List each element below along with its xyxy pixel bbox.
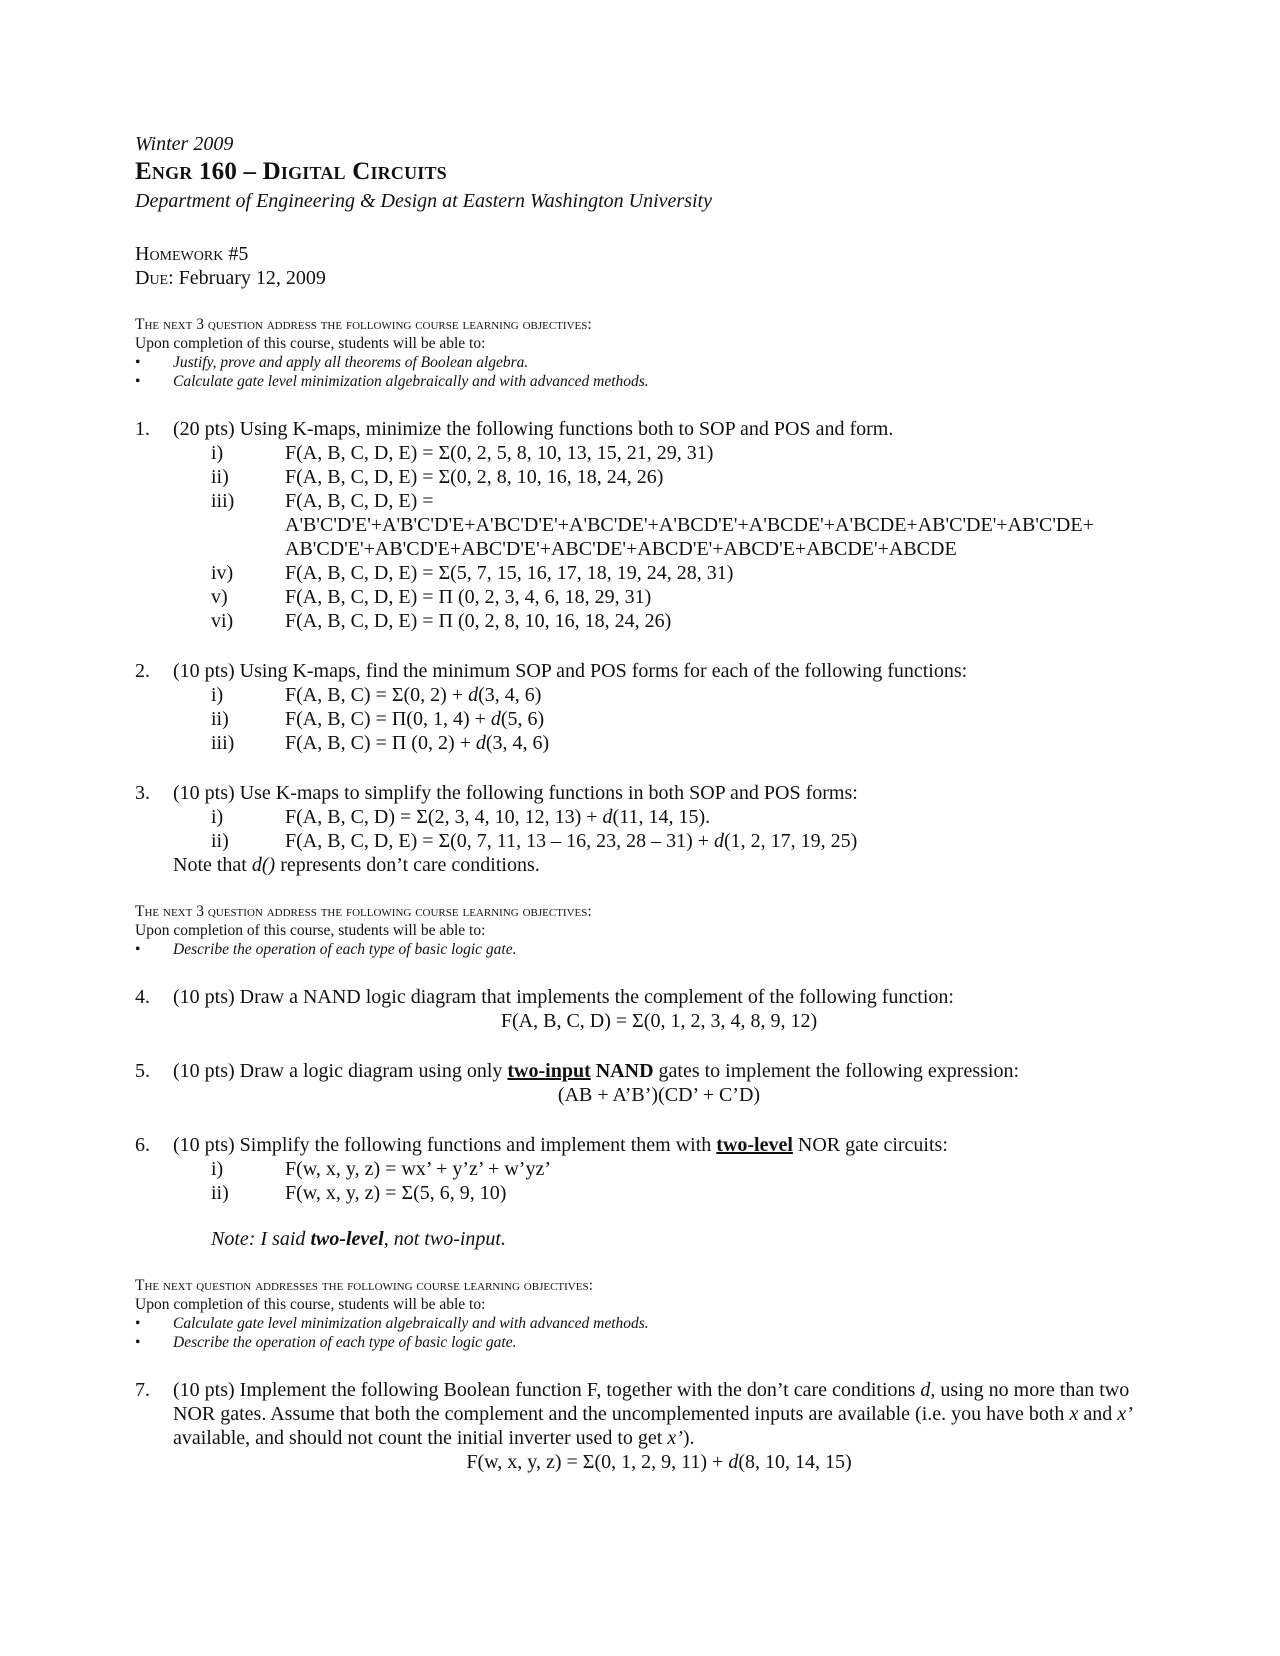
objective-item: • Calculate gate level minimization algebraically and with advanced methods. (135, 1315, 649, 1332)
sub-item: i) F(w, x, y, z) = wx’ + y’z’ + w’yz’ (211, 1158, 551, 1180)
objectives-intro: Upon completion of this course, students will be able to: (135, 1296, 486, 1313)
due-label: Due (135, 267, 169, 289)
question-number: 6. (135, 1134, 150, 1156)
objectives-intro: Upon completion of this course, students will be able to: (135, 922, 486, 939)
objectives-list (135, 1314, 1145, 1352)
objective-item: • Justify, prove and apply all theorems of Boolean algebra. (135, 354, 529, 371)
sub-item: iii) F(A, B, C, D, E) = (211, 490, 434, 512)
question-text: (10 pts) Simplify the following functions and implement them with two-level NOR gate circuits: (173, 1134, 948, 1156)
sub-item: i) F(A, B, C) = Σ(0, 2) + d(3, 4, 6) (211, 684, 542, 706)
sub-item: vi) F(A, B, C, D, E) = Π (0, 2, 8, 10, 16, 18, 24, 26) (211, 610, 672, 632)
question-note: Note that d() represents don’t care conditions. (173, 854, 540, 876)
centered-expression: F(w, x, y, z) = Σ(0, 1, 2, 9, 11) + d(8, 10, 14, 15) (466, 1451, 852, 1473)
objectives-intro: Upon completion of this course, students will be able to: (135, 335, 486, 352)
objectives-block-3 (135, 1276, 1145, 1352)
objective-item: • Describe the operation of each type of basic logic gate. (135, 1334, 517, 1351)
question-number: 1. (135, 418, 150, 440)
question-2 (135, 659, 1145, 755)
question-text: (20 pts) Using K-maps, minimize the following functions both to SOP and POS and form. (173, 418, 894, 440)
question-text: (10 pts) Draw a NAND logic diagram that implements the complement of the following function: (173, 986, 954, 1008)
document-page (135, 132, 1145, 1474)
question-number: 5. (135, 1060, 150, 1082)
objective-item: • Describe the operation of each type of basic logic gate. (135, 941, 517, 958)
bullet-icon: • (135, 1334, 141, 1351)
sub-item: iv) F(A, B, C, D, E) = Σ(5, 7, 15, 16, 17, 18, 19, 24, 28, 31) (211, 562, 734, 584)
question-7 (135, 1378, 1145, 1474)
sub-item: ii) F(w, x, y, z) = Σ(5, 6, 9, 10) (211, 1182, 507, 1204)
sub-item: ii) F(A, B, C, D, E) = Σ(0, 7, 11, 13 – 16, 23, 28 – 31) + d(1, 2, 17, 19, 25) (211, 830, 858, 852)
objectives-list (135, 353, 1145, 391)
sub-item-continued: AB'CD'E'+AB'CD'E+ABC'D'E'+ABC'DE'+ABCD'E'+ABCD'E+ABCDE'+ABCDE (285, 538, 957, 560)
sub-item: v) F(A, B, C, D, E) = Π (0, 2, 3, 4, 6, 18, 29, 31) (211, 586, 652, 608)
centered-expression: F(A, B, C, D) = Σ(0, 1, 2, 3, 4, 8, 9, 12) (500, 1010, 818, 1032)
bullet-icon: • (135, 373, 141, 390)
centered-expression: (AB + A’B’)(CD’ + C’D) (557, 1084, 761, 1106)
term: Winter 2009 (135, 133, 234, 155)
sub-item-continued: A'B'C'D'E'+A'B'C'D'E+A'BC'D'E'+A'BC'DE'+A'BCD'E'+A'BCDE'+A'BCDE+AB'C'DE'+AB'C'DE+ (285, 514, 1094, 536)
question-3 (135, 781, 1145, 877)
question-1 (135, 417, 1145, 633)
objectives-heading: The next 3 question address the following course learning objectives: (135, 903, 592, 920)
due-date: : February 12, 2009 (168, 267, 326, 289)
due-line (135, 266, 1145, 290)
question-5 (135, 1059, 1145, 1107)
question-4 (135, 985, 1145, 1033)
question-number: 4. (135, 986, 150, 1008)
question-number: 7. (135, 1379, 150, 1401)
sub-item: ii) F(A, B, C, D, E) = Σ(0, 2, 8, 10, 16, 18, 24, 26) (211, 466, 664, 488)
homework-info (135, 242, 1145, 290)
objective-item: • Calculate gate level minimization algebraically and with advanced methods. (135, 373, 649, 390)
question-number: 3. (135, 782, 150, 804)
sub-item: i) F(A, B, C, D) = Σ(2, 3, 4, 10, 12, 13) + d(11, 14, 15). (211, 806, 711, 828)
course-title: Engr 160 – Digital Circuits (135, 158, 447, 185)
department: Department of Engineering & Design at Eastern Washington University (135, 190, 712, 212)
bullet-icon: • (135, 354, 141, 371)
objectives-block-2 (135, 902, 1145, 959)
question-text: (10 pts) Use K-maps to simplify the following functions in both SOP and POS forms: (173, 782, 858, 804)
question-text: (10 pts) Using K-maps, find the minimum SOP and POS forms for each of the following functions: (173, 660, 968, 682)
question-text: (10 pts) Implement the following Boolean function F, together with the don’t care conditions d, using no more than two NOR gates. Assume that both the complement and the uncomplemented inputs are available (i.e. you have both x and x’ available, and should not count the initial inverter used to get x’). (173, 1379, 1133, 1449)
bullet-icon: • (135, 1315, 141, 1332)
homework-number: Homework #5 (135, 243, 249, 265)
objectives-heading: The next 3 question address the following course learning objectives: (135, 316, 592, 333)
sub-item: i) F(A, B, C, D, E) = Σ(0, 2, 5, 8, 10, 13, 15, 21, 29, 31) (211, 442, 714, 464)
bullet-icon: • (135, 941, 141, 958)
question-number: 2. (135, 660, 150, 682)
objectives-heading: The next question addresses the following course learning objectives: (135, 1277, 593, 1294)
objectives-block-1 (135, 315, 1145, 391)
question-6 (135, 1133, 1145, 1251)
question-text: (10 pts) Draw a logic diagram using only two-input NAND gates to implement the following expression: (173, 1060, 1020, 1082)
question-note: Note: I said two-level, not two-input. (211, 1228, 506, 1250)
sub-item: iii) F(A, B, C) = Π (0, 2) + d(3, 4, 6) (211, 732, 550, 754)
sub-item: ii) F(A, B, C) = Π(0, 1, 4) + d(5, 6) (211, 708, 545, 730)
objectives-list (135, 940, 1145, 959)
